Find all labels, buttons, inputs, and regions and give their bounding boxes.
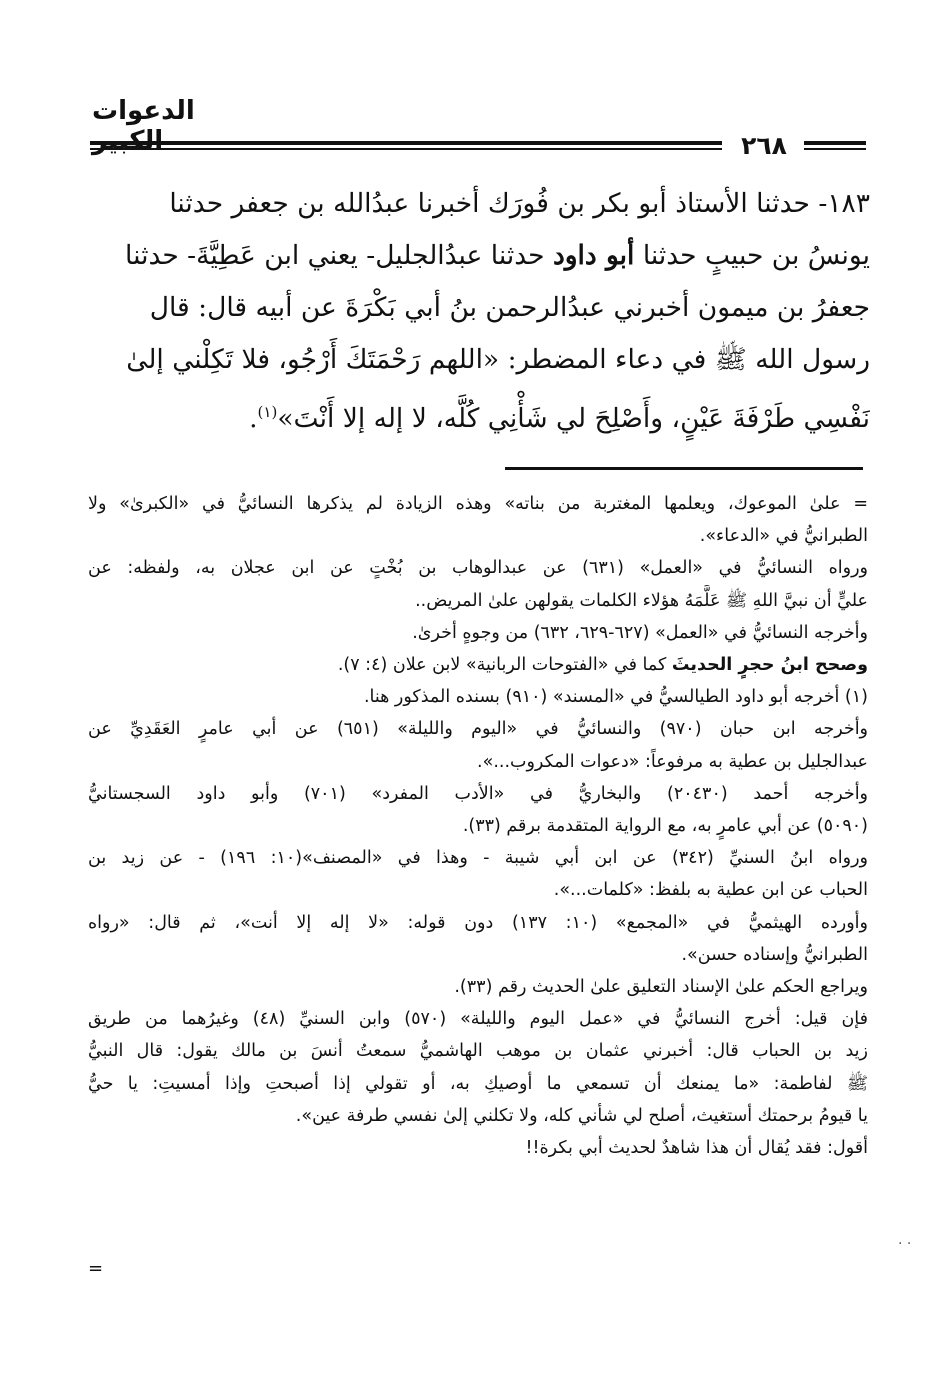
footnote-line: ويراجع الحكم علىٰ الإسناد التعليق علىٰ الحديث رقم (٣٣). <box>454 977 868 998</box>
footnote-line: وأخرجه النسائيُّ في «العمل» (٦٢٧-٦٢٩، ٦٣٢) من وجوهٍ أخرىٰ. <box>412 622 868 643</box>
hadith-line: ١٨٣- حدثنا الأستاذ أبو بكر بن فُورَك أخبرنا عبدُالله بن جعفر حدثنا <box>169 188 870 219</box>
continuation-mark: = <box>88 1258 104 1279</box>
footnote-line: وصحح ابنُ حجرٍ الحديثَ كما في «الفتوحات الربانية» لابن علان (٤: ٧). <box>337 655 868 676</box>
footnote-line: الطبرانيُّ وإسناده حسن». <box>681 944 868 965</box>
header-rule-left <box>90 141 722 153</box>
footnote-line: ورواه ابنُ السنيِّ (٣٤٢) عن ابن أبي شيبة - وهذا في «المصنف»(١٠: ١٩٦) - عن زيد بن <box>88 848 868 869</box>
footnote-line: ورواه النسائيُّ في «العمل» (٦٣١) عن عبدالوهاب بن بُخْتٍ عن ابن عجلان به، ولفظه: عن <box>88 558 868 579</box>
footnote-line: عليٍّ أن نبيَّ اللهِ ﷺ عَلَّمَهُ هؤلاء الكلمات يقولهن علىٰ المريض.. <box>415 590 868 611</box>
hadith-line: رسول الله ﷺ في دعاء المضطر: «اللهم رَحْمَتَكَ أَرْجُو، فلا تَكِلْني إلىٰ <box>126 344 870 375</box>
footnote-line: أقول: فقد يُقال أن هذا شاهدٌ لحديث أبي بكرة!! <box>525 1138 868 1159</box>
header-rule-right <box>804 141 866 153</box>
hadith-line: يونسُ بن حبيبٍ حدثنا أبو داود حدثنا عبدُالجليل- يعني ابن عَطِيَّةَ- حدثنا <box>125 240 870 271</box>
footnote-line: وأورده الهيثميُّ في «المجمع» (١٠: ١٣٧) دون قوله: «لا إله إلا أنت»، ثم قال: «رواه <box>88 912 868 933</box>
bold-phrase: وصحح ابنُ حجرٍ الحديثَ <box>671 655 868 676</box>
footnote-line: وأخرجه ابن حبان (٩٧٠) والنسائيُّ في «اليوم والليلة» (٦٥١) عن أبي عامرٍ العَقَدِيِّ عن <box>88 719 868 740</box>
running-title: الدعوات <box>92 96 195 126</box>
footnote-line: فإن قيل: أخرج النسائيُّ في «عمل اليوم والليلة» (٥٧٠) وابن السنيِّ (٤٨) وغيرُهما من طريق <box>88 1009 868 1030</box>
footnote-line: (١) أخرجه أبو داود الطيالسيُّ في «المسند» (٩١٠) بسنده المذكور هنا. <box>363 687 868 708</box>
margin-dots: . . <box>898 1232 912 1248</box>
footnote-line: زيد بن الحباب قال: أخبرني عثمان بن موهب الهاشميُّ سمعتُ أنسَ بن مالك يقول: قال النبيُّ <box>88 1041 868 1062</box>
footnote-line: ﷺ لفاطمة: «ما يمنعك أن تسمعي ما أوصيكِ به، أو تقولي إذا أصبحتِ وإذا أمسيتِ: يا حيُّ <box>88 1073 868 1094</box>
footnote-separator <box>505 467 863 470</box>
footnote-line: وأخرجه أحمد (٢٠٤٣٠) والبخاريُّ في «الأدب المفرد» (٧٠١) وأبو داود السجستانيُّ <box>88 783 868 804</box>
hadith-text <box>92 178 870 445</box>
hadith-line: نَفْسِي طَرْفَةَ عَيْنٍ، وأَصْلِحَ لي شَأْنِي كُلَّه، لا إله إلا أَنْتَ»$^{(١)}$. <box>249 402 870 434</box>
footnote-line: يا قيومُ برحمتك أستغيث، أصلح لي شأني كله، ولا تكلني إلىٰ نفسي طرفة عين». <box>295 1105 868 1126</box>
footnotes <box>88 488 868 1164</box>
footnote-line: الطبرانيُّ في «الدعاء». <box>699 526 868 547</box>
page-number: ٢٦٨ <box>741 131 787 160</box>
footnote-line: = علىٰ الموعوك، ويعلمها المغتربة من بناته» وهذه الزيادة لم يذكرها النسائيُّ في «الكبرىٰ» ولا <box>88 494 868 514</box>
footnote-line: عبدالجليل بن عطية به مرفوعاً: «دعوات المكروب...». <box>477 751 868 772</box>
hadith-line: جعفرُ بن ميمون أخبرني عبدُالرحمن بنُ أبي بَكْرَةَ عن أبيه قال: قال <box>149 292 870 323</box>
narrator-name: أبو داود <box>552 240 635 271</box>
footnote-line: الحباب عن ابن عطية به بلفظ: «كلمات...». <box>553 880 868 901</box>
footnote-marker: (١) <box>257 403 278 421</box>
footnote-line: (٥٠٩٠) عن أبي عامرٍ به، مع الرواية المتقدمة برقم (٣٣). <box>462 816 868 837</box>
